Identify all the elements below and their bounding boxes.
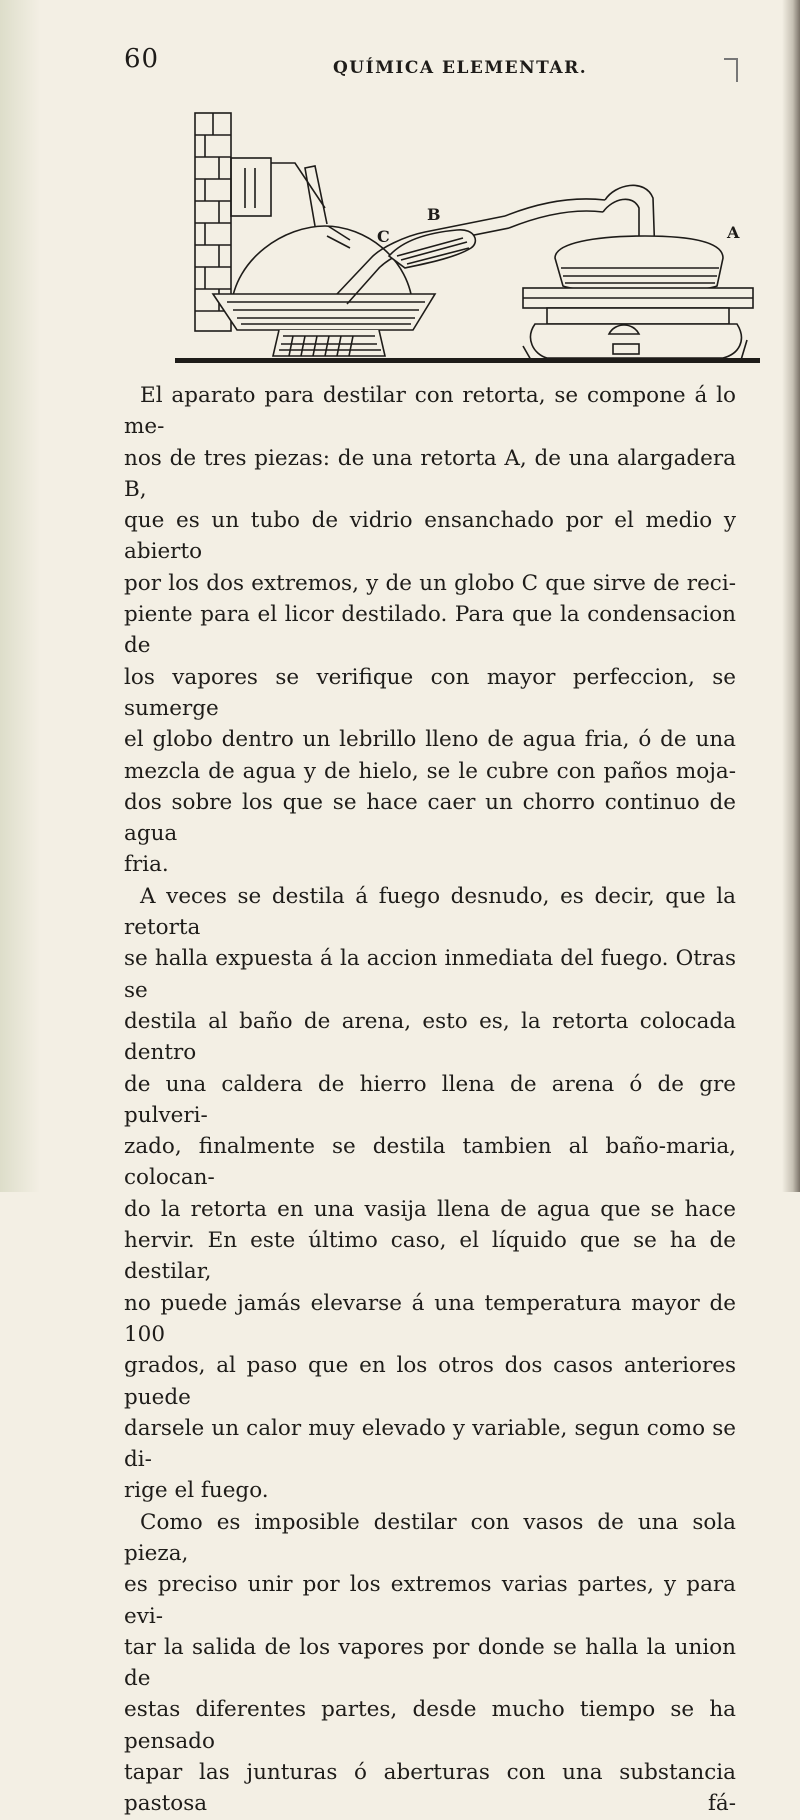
text-line: de una caldera de hierro llena de arena ó de gre pulveri- [124, 1071, 736, 1128]
text-line: los vapores se verifique con mayor perfeccion, se sumerge [124, 664, 736, 721]
text-line: que es un tubo de vidrio ensanchado por el medio y abierto [124, 508, 736, 565]
retort [555, 185, 723, 292]
label-b: B [427, 205, 441, 224]
paragraphs [124, 380, 736, 1820]
text-line: A veces se destila á fuego desnudo, es decir, que la retorta [124, 883, 736, 941]
page-gutter-shadow [0, 0, 40, 1192]
text-line: Como es imposible destilar con vasos de una sola pieza, [124, 1509, 736, 1566]
text-line: no puede jamás elevarse á una temperatura mayor de 100 [124, 1290, 736, 1347]
text-line: dos sobre los que se hace caer un chorro continuo de agua [124, 789, 736, 847]
text-line: hervir. En este último caso, el líquido que se ha de destilar, [124, 1228, 736, 1285]
text-line: fria. [124, 852, 169, 878]
text-line: mezcla de agua y de hielo, se le cubre con paños moja- [124, 758, 736, 784]
label-a: A [727, 223, 740, 242]
distillation-apparatus-figure [175, 108, 760, 368]
text-line: tar la salida de los vapores por donde se halla la union de [124, 1634, 736, 1692]
text-line: estas diferentes partes, desde mucho tiempo se ha pensado [124, 1697, 736, 1754]
text-line: es preciso unir por los extremos varias partes, y para evi- [124, 1572, 736, 1629]
furnace [523, 288, 753, 360]
text-line: piente para el licor destilado. Para que la condensacion de [124, 602, 736, 659]
page-number: 60 [124, 44, 160, 74]
water-basin [213, 294, 435, 356]
text-line: rige el fuego. [124, 1478, 269, 1504]
text-line: zado, finalmente se destila tambien al baño-maria, colocan- [124, 1134, 736, 1191]
text-line: do la retorta en una vasija llena de agua que se hace [124, 1196, 736, 1222]
running-title: QUÍMICA ELEMENTAR. [333, 58, 588, 78]
ground-line [175, 358, 760, 363]
text-line: nos de tres piezas: de una retorta A, de una alargadera B, [124, 445, 736, 502]
label-c: C [377, 227, 390, 246]
text-line: se halla expuesta á la accion inmediata del fuego. Otras se [124, 946, 736, 1003]
text-line: el globo dentro un lebrillo lleno de agua fria, ó de una [124, 727, 736, 753]
text-line: El aparato para destilar con retorta, se compone á lo me- [124, 383, 736, 440]
text-line: tapar las junturas ó aberturas con una substancia pastosa fá- [124, 1760, 736, 1817]
text-line: grados, al paso que en los otros dos casos anteriores puede [124, 1353, 736, 1410]
text-line: por los dos extremos, y de un globo C que sirve de reci- [124, 570, 736, 596]
page-edge-shadow [782, 0, 800, 1192]
text-line: destila al baño de arena, esto es, la retorta colocada dentro [124, 1008, 736, 1066]
text-line: darsele un calor muy elevado y variable, segun como se di- [124, 1415, 736, 1473]
body-text [124, 380, 736, 1820]
corner-mark [724, 58, 738, 82]
